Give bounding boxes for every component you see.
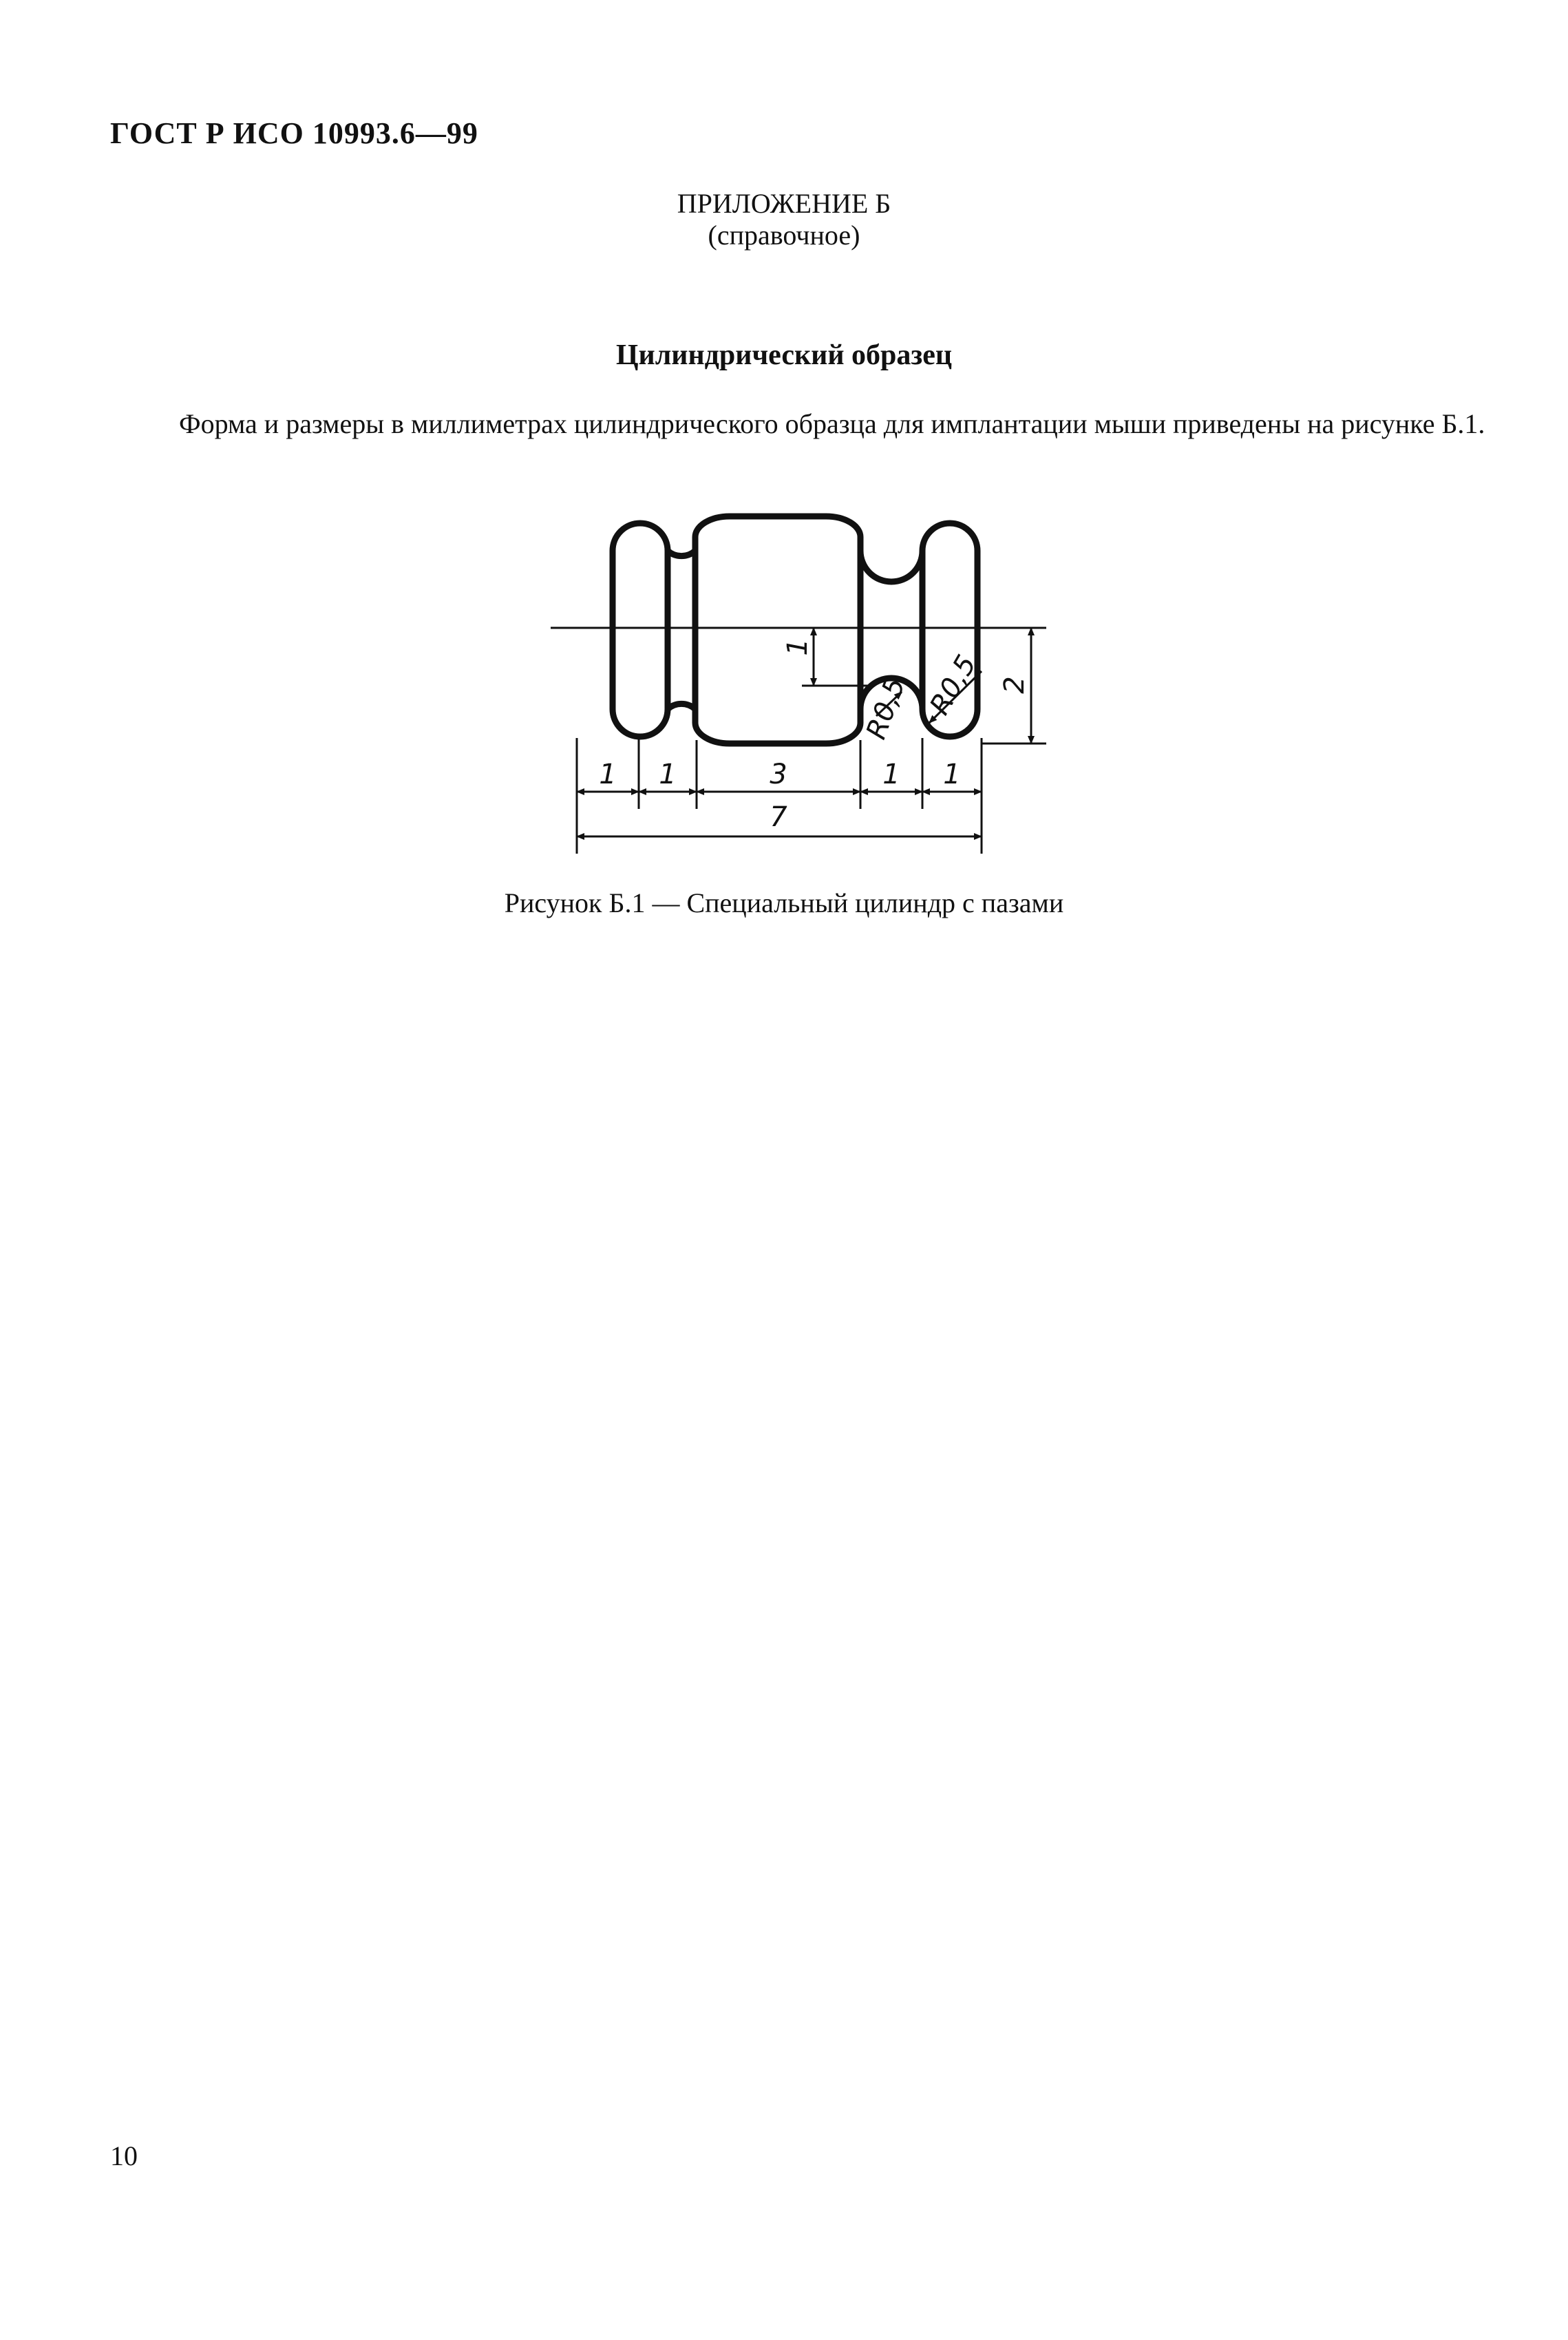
left-neck-bottom xyxy=(668,704,695,709)
dim-seg-4: 1 xyxy=(882,759,900,790)
right-neck-top xyxy=(860,551,922,582)
dim-seg-3: 3 xyxy=(770,759,787,790)
body-paragraph: Форма и размеры в миллиметрах цилиндрического образца для имплантации мыши приведены на рисунке Б.1. xyxy=(179,408,1485,439)
page-number: 10 xyxy=(110,2140,138,2171)
document-code: ГОСТ Р ИСО 10993.6—99 xyxy=(110,116,478,150)
dim-seg-1: 1 xyxy=(599,759,617,790)
section-title: Цилиндрический образец xyxy=(615,339,953,371)
dim-seg-5: 1 xyxy=(943,759,961,790)
left-flange xyxy=(613,523,668,737)
dim-height: 2 xyxy=(999,676,1030,694)
specimen-outline xyxy=(613,516,977,744)
annex-subtitle: (справочное) xyxy=(708,220,860,251)
dim-radius-left: R0,5 xyxy=(860,673,912,744)
dim-overall: 7 xyxy=(770,801,787,833)
left-neck-top xyxy=(668,551,695,556)
dim-seg-2: 1 xyxy=(659,759,677,790)
dim-groove-depth: 1 xyxy=(782,638,814,656)
dim-radius-right: R0,5 xyxy=(924,649,983,721)
center-body xyxy=(695,516,860,744)
cylinder-drawing xyxy=(0,0,1568,895)
annex-title: ПРИЛОЖЕНИЕ Б xyxy=(677,188,891,219)
figure-caption: Рисунок Б.1 — Специальный цилиндр с пазами xyxy=(504,887,1064,918)
